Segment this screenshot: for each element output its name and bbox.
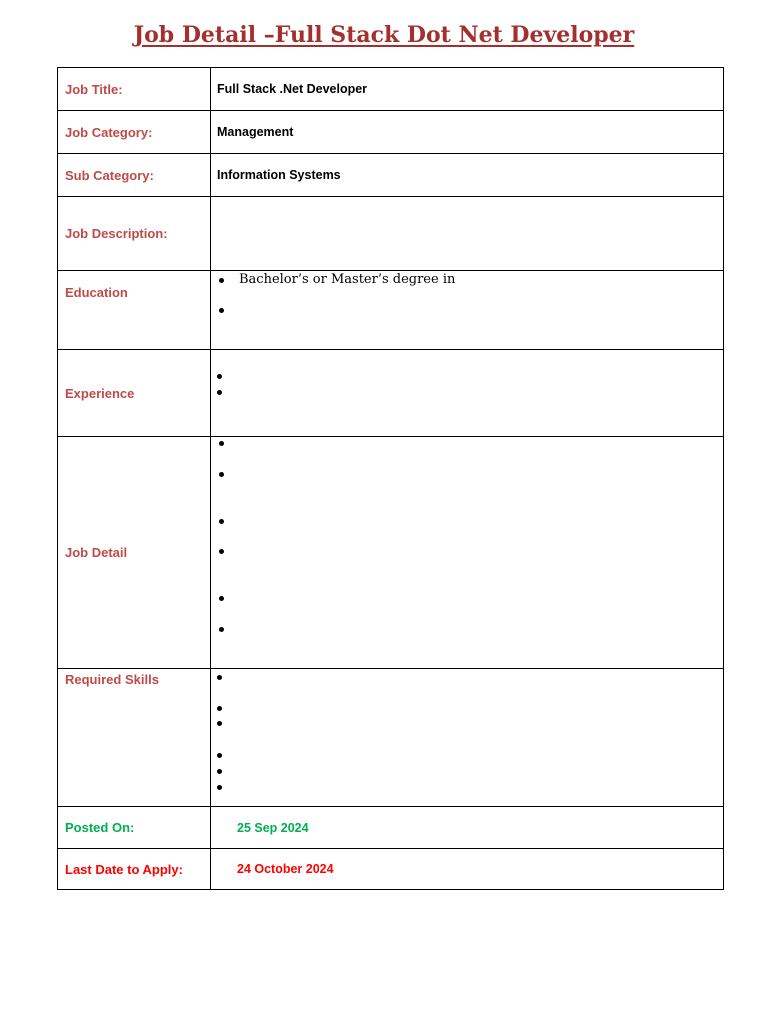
list-item — [217, 675, 222, 680]
list-item — [219, 472, 224, 477]
job-category-label: Job Category: — [58, 111, 211, 154]
last-date-value: 24 October 2024 — [211, 849, 724, 890]
sub-category-value: Information Systems — [211, 154, 724, 197]
table-row — [58, 849, 724, 890]
list-item — [219, 519, 224, 524]
table-row — [58, 68, 724, 111]
list-item — [219, 627, 224, 632]
table-row — [58, 111, 724, 154]
page-title: Job Detail –Full Stack Dot Net Developer — [133, 22, 635, 48]
list-item — [217, 753, 222, 758]
job-detail-label: Job Detail — [58, 437, 211, 669]
table-row — [58, 197, 724, 271]
sub-category-label: Sub Category: — [58, 154, 211, 197]
required-skills-label: Required Skills — [58, 669, 211, 807]
list-item — [217, 706, 222, 711]
table-row — [58, 271, 724, 350]
list-item — [219, 278, 224, 283]
list-item — [219, 308, 224, 313]
posted-on-value: 25 Sep 2024 — [211, 807, 724, 849]
list-item — [219, 441, 224, 446]
job-description-value — [211, 197, 724, 271]
posted-on-label: Posted On: — [58, 807, 211, 849]
table-row — [58, 807, 724, 849]
job-title-value: Full Stack .Net Developer — [211, 68, 724, 111]
list-item: Bachelor’s or Master’s degree in — [239, 272, 456, 287]
job-detail-list — [211, 437, 724, 669]
job-title-label: Job Title: — [58, 68, 211, 111]
education-list — [211, 271, 724, 350]
table-row — [58, 669, 724, 807]
last-date-label: Last Date to Apply: — [58, 849, 211, 890]
list-item — [217, 374, 222, 379]
education-label: Education — [58, 271, 211, 350]
table-row — [58, 437, 724, 669]
experience-list — [211, 350, 724, 437]
list-item — [219, 596, 224, 601]
list-item — [217, 785, 222, 790]
table-row — [58, 154, 724, 197]
list-item — [217, 721, 222, 726]
experience-label: Experience — [58, 350, 211, 437]
job-detail-table — [57, 67, 724, 890]
job-description-label: Job Description: — [58, 197, 211, 271]
list-item — [217, 769, 222, 774]
list-item — [217, 390, 222, 395]
required-skills-list — [211, 669, 724, 807]
list-item — [219, 549, 224, 554]
table-row — [58, 350, 724, 437]
job-category-value: Management — [211, 111, 724, 154]
